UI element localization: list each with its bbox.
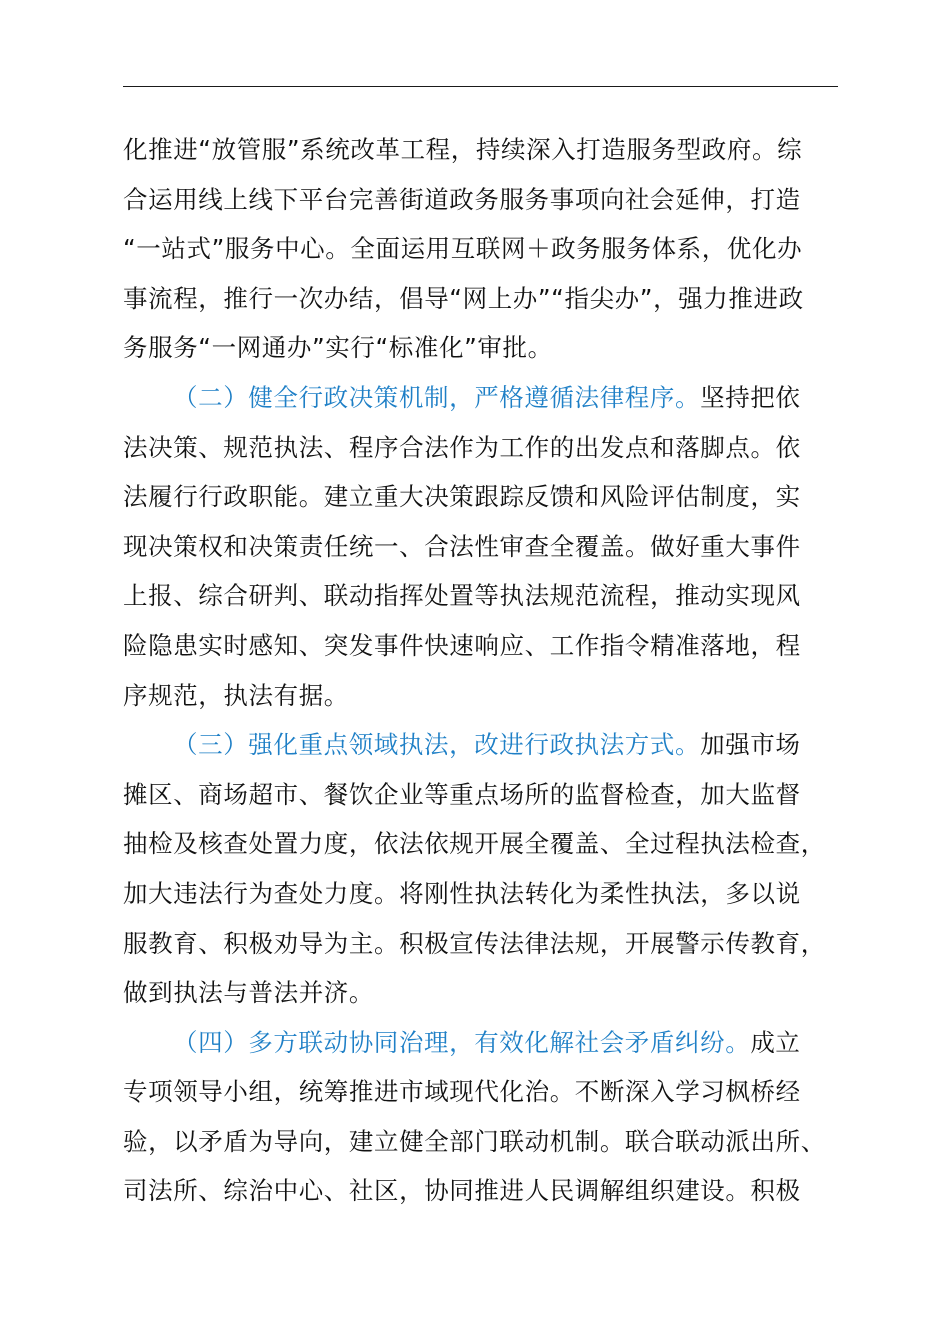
text-line: 摊区、商场超市、餐饮企业等重点场所的监督检查，加大监督 [123,779,801,809]
paragraph-law-enforcement [123,720,838,1018]
text-line: 化推进“放管服”系统改革工程，持续深入打造服务型政府。综 [123,135,803,164]
text-line: “一站式”服务中心。全面运用互联网＋政务服务体系，优化办 [123,234,803,264]
section-heading: （四）多方联动协同治理，有效化解社会矛盾纠纷。 [173,1027,751,1057]
text-run: 坚持把依 [700,382,801,412]
text-run: 成立 [750,1027,801,1057]
text-line: 做到执法与普法并济。 [123,978,374,1008]
text-line: 法履行行政职能。建立重大决策跟踪反馈和风险评估制度，实 [123,482,801,512]
text-run: 加强市场 [700,730,801,760]
paragraph-decision-mechanism [123,373,838,720]
text-line: 司法所、综治中心、社区，协同推进人民调解组织建设。积极 [123,1176,801,1206]
text-line: 专项领导小组，统筹推进市域现代化治。不断深入学习枫桥经 [123,1077,801,1107]
document-body [123,125,838,1216]
text-line: 现决策权和决策责任统一、合法性审查全覆盖。做好重大事件 [123,531,801,561]
header-rule [123,86,838,87]
text-line: 加大违法行为查处力度。将刚性执法转化为柔性执法，多以说 [123,878,801,908]
text-line: 上报、综合研判、联动指挥处置等执法规范流程，推动实现风 [123,581,801,611]
paragraph-collaborative-governance [123,1018,838,1216]
text-line: 验，以矛盾为导向，建立健全部门联动机制。联合联动派出所、 [123,1126,826,1156]
section-heading: （二）健全行政决策机制，严格遵循法律程序。 [173,382,701,412]
paragraph-first-line [123,373,838,423]
paragraph-continuation [123,125,838,373]
text-line: 险隐患实时感知、突发事件快速响应、工作指令精准落地，程 [123,630,801,660]
paragraph-first-line [123,1018,838,1068]
text-line: 事流程，推行一次办结，倡导“网上办”“指尖办”，强力推进政 [123,283,804,313]
text-line: 合运用线上线下平台完善街道政务服务事项向社会延伸，打造 [123,184,801,214]
text-line: 序规范，执法有据。 [123,680,349,710]
text-line: 服教育、积极劝导为主。积极宣传法律法规，开展警示传教育， [123,928,826,958]
text-line: 务服务“一网通办”实行“标准化”审批。 [123,333,553,363]
text-line: 抽检及核查处置力度，依法依规开展全覆盖、全过程执法检查， [123,829,826,859]
text-line: 法决策、规范执法、程序合法作为工作的出发点和落脚点。依 [123,432,801,462]
paragraph-first-line [123,720,838,770]
section-heading: （三）强化重点领域执法，改进行政执法方式。 [173,730,701,760]
